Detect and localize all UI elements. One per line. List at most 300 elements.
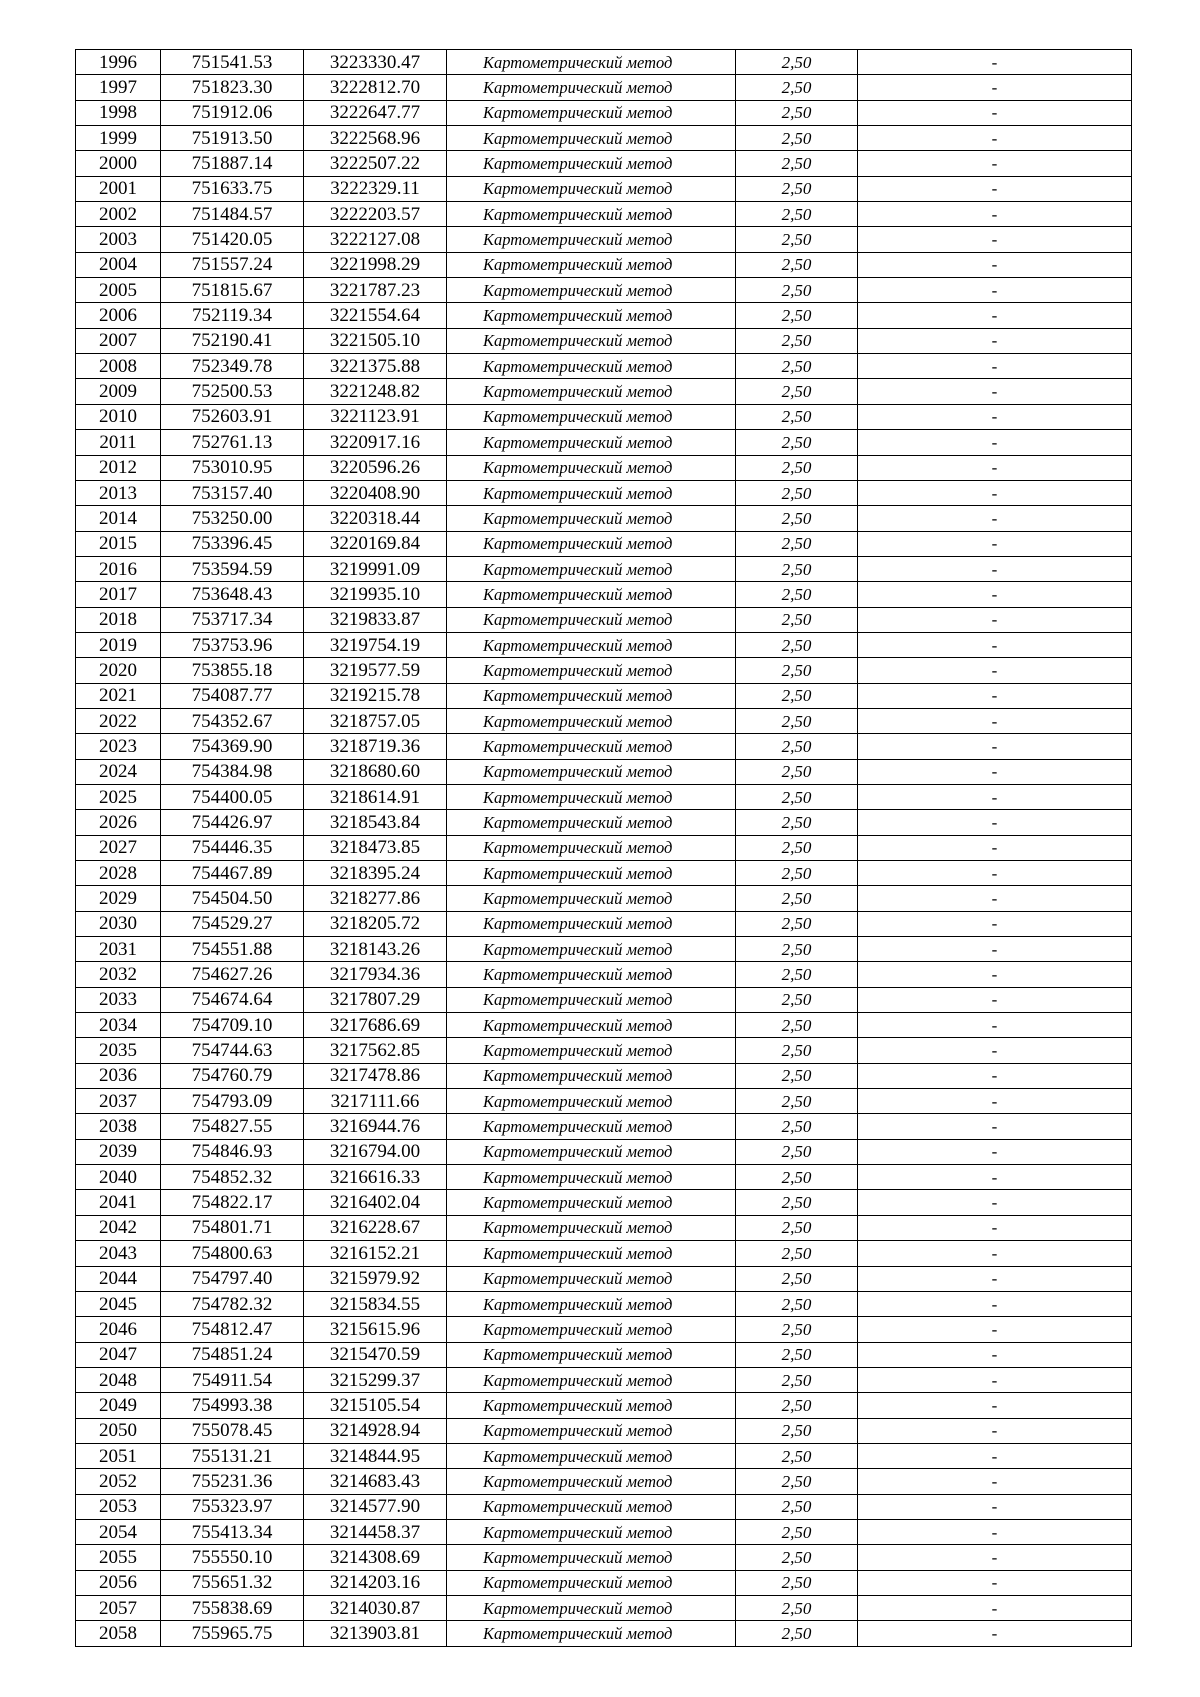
coordinate-x-cell: 752603.91 — [161, 404, 304, 429]
method-cell: Картометрический метод — [447, 354, 736, 379]
method-cell: Картометрический метод — [447, 227, 736, 252]
coordinate-x-cell: 755965.75 — [161, 1621, 304, 1646]
point-number-cell: 2005 — [76, 278, 161, 303]
method-cell: Картометрический метод — [447, 176, 736, 201]
accuracy-cell: 2,50 — [736, 126, 858, 151]
note-cell: - — [858, 202, 1132, 227]
coordinates-table — [75, 49, 1132, 1647]
coordinate-y-cell: 3216228.67 — [304, 1215, 447, 1240]
table-row — [76, 1570, 1132, 1595]
point-number-cell: 2016 — [76, 556, 161, 581]
point-number-cell: 2015 — [76, 531, 161, 556]
point-number-cell: 2043 — [76, 1241, 161, 1266]
coordinate-y-cell: 3216944.76 — [304, 1114, 447, 1139]
accuracy-cell: 2,50 — [736, 582, 858, 607]
coordinate-x-cell: 753753.96 — [161, 632, 304, 657]
method-cell: Картометрический метод — [447, 1494, 736, 1519]
coordinate-y-cell: 3220169.84 — [304, 531, 447, 556]
note-cell: - — [858, 1266, 1132, 1291]
method-cell: Картометрический метод — [447, 810, 736, 835]
table-row — [76, 379, 1132, 404]
coordinate-x-cell: 754504.50 — [161, 886, 304, 911]
coordinate-x-cell: 754627.26 — [161, 962, 304, 987]
method-cell: Картометрический метод — [447, 1114, 736, 1139]
point-number-cell: 2045 — [76, 1291, 161, 1316]
coordinate-y-cell: 3214458.37 — [304, 1519, 447, 1544]
coordinate-y-cell: 3222507.22 — [304, 151, 447, 176]
note-cell: - — [858, 556, 1132, 581]
method-cell: Картометрический метод — [447, 1418, 736, 1443]
note-cell: - — [858, 1013, 1132, 1038]
coordinate-x-cell: 754993.38 — [161, 1393, 304, 1418]
table-row — [76, 1418, 1132, 1443]
coordinate-y-cell: 3223330.47 — [304, 50, 447, 75]
accuracy-cell: 2,50 — [736, 50, 858, 75]
point-number-cell: 2033 — [76, 987, 161, 1012]
coordinate-y-cell: 3214577.90 — [304, 1494, 447, 1519]
coordinate-y-cell: 3221998.29 — [304, 252, 447, 277]
coordinate-y-cell: 3219935.10 — [304, 582, 447, 607]
coordinate-y-cell: 3222647.77 — [304, 100, 447, 125]
coordinate-y-cell: 3216402.04 — [304, 1190, 447, 1215]
coordinate-y-cell: 3217562.85 — [304, 1038, 447, 1063]
point-number-cell: 2013 — [76, 480, 161, 505]
note-cell: - — [858, 734, 1132, 759]
note-cell: - — [858, 1519, 1132, 1544]
point-number-cell: 1997 — [76, 75, 161, 100]
table-row — [76, 1393, 1132, 1418]
table-row — [76, 759, 1132, 784]
point-number-cell: 2014 — [76, 506, 161, 531]
method-cell: Картометрический метод — [447, 75, 736, 100]
accuracy-cell: 2,50 — [736, 1291, 858, 1316]
method-cell: Картометрический метод — [447, 1190, 736, 1215]
coordinate-y-cell: 3218205.72 — [304, 911, 447, 936]
point-number-cell: 2010 — [76, 404, 161, 429]
accuracy-cell: 2,50 — [736, 1418, 858, 1443]
method-cell: Картометрический метод — [447, 278, 736, 303]
note-cell: - — [858, 1494, 1132, 1519]
accuracy-cell: 2,50 — [736, 303, 858, 328]
table-row — [76, 582, 1132, 607]
point-number-cell: 2031 — [76, 937, 161, 962]
method-cell: Картометрический метод — [447, 1317, 736, 1342]
table-row — [76, 278, 1132, 303]
note-cell: - — [858, 126, 1132, 151]
note-cell: - — [858, 1443, 1132, 1468]
coordinate-x-cell: 754384.98 — [161, 759, 304, 784]
coordinate-x-cell: 754800.63 — [161, 1241, 304, 1266]
coordinate-y-cell: 3214203.16 — [304, 1570, 447, 1595]
table-row — [76, 632, 1132, 657]
method-cell: Картометрический метод — [447, 835, 736, 860]
accuracy-cell: 2,50 — [736, 987, 858, 1012]
note-cell: - — [858, 708, 1132, 733]
coordinate-x-cell: 753855.18 — [161, 658, 304, 683]
method-cell: Картометрический метод — [447, 1266, 736, 1291]
note-cell: - — [858, 1165, 1132, 1190]
coordinate-y-cell: 3214308.69 — [304, 1545, 447, 1570]
point-number-cell: 2023 — [76, 734, 161, 759]
coordinate-y-cell: 3218395.24 — [304, 861, 447, 886]
accuracy-cell: 2,50 — [736, 886, 858, 911]
table-row — [76, 1469, 1132, 1494]
coordinate-x-cell: 753594.59 — [161, 556, 304, 581]
method-cell: Картометрический метод — [447, 1165, 736, 1190]
point-number-cell: 2029 — [76, 886, 161, 911]
coordinate-x-cell: 754793.09 — [161, 1089, 304, 1114]
coordinate-y-cell: 3214928.94 — [304, 1418, 447, 1443]
point-number-cell: 2058 — [76, 1621, 161, 1646]
coordinate-x-cell: 752761.13 — [161, 430, 304, 455]
coordinate-x-cell: 754446.35 — [161, 835, 304, 860]
coordinate-x-cell: 755131.21 — [161, 1443, 304, 1468]
table-row — [76, 556, 1132, 581]
coordinate-x-cell: 751887.14 — [161, 151, 304, 176]
table-row — [76, 835, 1132, 860]
point-number-cell: 2053 — [76, 1494, 161, 1519]
coordinate-y-cell: 3214030.87 — [304, 1595, 447, 1620]
point-number-cell: 2054 — [76, 1519, 161, 1544]
coordinate-y-cell: 3218277.86 — [304, 886, 447, 911]
table-row — [76, 1089, 1132, 1114]
accuracy-cell: 2,50 — [736, 1393, 858, 1418]
coordinate-y-cell: 3213903.81 — [304, 1621, 447, 1646]
accuracy-cell: 2,50 — [736, 278, 858, 303]
note-cell: - — [858, 1114, 1132, 1139]
accuracy-cell: 2,50 — [736, 734, 858, 759]
note-cell: - — [858, 176, 1132, 201]
note-cell: - — [858, 531, 1132, 556]
accuracy-cell: 2,50 — [736, 861, 858, 886]
coordinate-x-cell: 755231.36 — [161, 1469, 304, 1494]
table-row — [76, 1215, 1132, 1240]
coordinate-y-cell: 3221123.91 — [304, 404, 447, 429]
method-cell: Картометрический метод — [447, 861, 736, 886]
method-cell: Картометрический метод — [447, 1241, 736, 1266]
coordinate-y-cell: 3221248.82 — [304, 379, 447, 404]
method-cell: Картометрический метод — [447, 911, 736, 936]
note-cell: - — [858, 987, 1132, 1012]
note-cell: - — [858, 455, 1132, 480]
note-cell: - — [858, 404, 1132, 429]
coordinate-y-cell: 3221375.88 — [304, 354, 447, 379]
coordinate-x-cell: 751912.06 — [161, 100, 304, 125]
table-row — [76, 202, 1132, 227]
coordinates-table-body — [76, 50, 1132, 1647]
note-cell: - — [858, 430, 1132, 455]
coordinate-y-cell: 3219991.09 — [304, 556, 447, 581]
coordinate-y-cell: 3220596.26 — [304, 455, 447, 480]
table-row — [76, 658, 1132, 683]
table-row — [76, 607, 1132, 632]
table-row — [76, 810, 1132, 835]
coordinate-x-cell: 755413.34 — [161, 1519, 304, 1544]
method-cell: Картометрический метод — [447, 100, 736, 125]
table-row — [76, 1545, 1132, 1570]
table-row — [76, 1190, 1132, 1215]
method-cell: Картометрический метод — [447, 404, 736, 429]
point-number-cell: 2002 — [76, 202, 161, 227]
coordinate-x-cell: 752500.53 — [161, 379, 304, 404]
method-cell: Картометрический метод — [447, 556, 736, 581]
table-row — [76, 1063, 1132, 1088]
coordinate-x-cell: 753396.45 — [161, 531, 304, 556]
point-number-cell: 2037 — [76, 1089, 161, 1114]
coordinate-y-cell: 3222329.11 — [304, 176, 447, 201]
note-cell: - — [858, 227, 1132, 252]
point-number-cell: 2039 — [76, 1139, 161, 1164]
point-number-cell: 1999 — [76, 126, 161, 151]
coordinate-y-cell: 3214683.43 — [304, 1469, 447, 1494]
point-number-cell: 2008 — [76, 354, 161, 379]
table-row — [76, 1317, 1132, 1342]
accuracy-cell: 2,50 — [736, 176, 858, 201]
point-number-cell: 2057 — [76, 1595, 161, 1620]
coordinate-x-cell: 754744.63 — [161, 1038, 304, 1063]
coordinate-x-cell: 753010.95 — [161, 455, 304, 480]
note-cell: - — [858, 784, 1132, 809]
table-row — [76, 176, 1132, 201]
point-number-cell: 2027 — [76, 835, 161, 860]
coordinate-y-cell: 3217478.86 — [304, 1063, 447, 1088]
point-number-cell: 2019 — [76, 632, 161, 657]
table-row — [76, 1595, 1132, 1620]
coordinate-x-cell: 754797.40 — [161, 1266, 304, 1291]
point-number-cell: 2004 — [76, 252, 161, 277]
point-number-cell: 2036 — [76, 1063, 161, 1088]
accuracy-cell: 2,50 — [736, 759, 858, 784]
point-number-cell: 2040 — [76, 1165, 161, 1190]
coordinate-y-cell: 3219577.59 — [304, 658, 447, 683]
coordinate-x-cell: 755651.32 — [161, 1570, 304, 1595]
coordinate-x-cell: 754846.93 — [161, 1139, 304, 1164]
table-row — [76, 683, 1132, 708]
accuracy-cell: 2,50 — [736, 1494, 858, 1519]
coordinate-x-cell: 752190.41 — [161, 328, 304, 353]
accuracy-cell: 2,50 — [736, 506, 858, 531]
method-cell: Картометрический метод — [447, 531, 736, 556]
note-cell: - — [858, 379, 1132, 404]
point-number-cell: 2035 — [76, 1038, 161, 1063]
coordinate-x-cell: 754709.10 — [161, 1013, 304, 1038]
accuracy-cell: 2,50 — [736, 1165, 858, 1190]
accuracy-cell: 2,50 — [736, 1215, 858, 1240]
coordinate-x-cell: 755838.69 — [161, 1595, 304, 1620]
method-cell: Картометрический метод — [447, 987, 736, 1012]
accuracy-cell: 2,50 — [736, 531, 858, 556]
accuracy-cell: 2,50 — [736, 1367, 858, 1392]
note-cell: - — [858, 1317, 1132, 1342]
accuracy-cell: 2,50 — [736, 354, 858, 379]
coordinate-y-cell: 3217934.36 — [304, 962, 447, 987]
table-row — [76, 1367, 1132, 1392]
point-number-cell: 2006 — [76, 303, 161, 328]
accuracy-cell: 2,50 — [736, 202, 858, 227]
method-cell: Картометрический метод — [447, 1570, 736, 1595]
table-row — [76, 962, 1132, 987]
coordinate-x-cell: 754674.64 — [161, 987, 304, 1012]
note-cell: - — [858, 1241, 1132, 1266]
coordinate-x-cell: 751815.67 — [161, 278, 304, 303]
table-row — [76, 531, 1132, 556]
method-cell: Картометрический метод — [447, 480, 736, 505]
point-number-cell: 2009 — [76, 379, 161, 404]
accuracy-cell: 2,50 — [736, 1114, 858, 1139]
table-row — [76, 911, 1132, 936]
note-cell: - — [858, 759, 1132, 784]
method-cell: Картометрический метод — [447, 632, 736, 657]
method-cell: Картометрический метод — [447, 1089, 736, 1114]
note-cell: - — [858, 1595, 1132, 1620]
point-number-cell: 2030 — [76, 911, 161, 936]
accuracy-cell: 2,50 — [736, 1469, 858, 1494]
table-row — [76, 784, 1132, 809]
method-cell: Картометрический метод — [447, 1443, 736, 1468]
coordinate-x-cell: 751633.75 — [161, 176, 304, 201]
table-row — [76, 1291, 1132, 1316]
accuracy-cell: 2,50 — [736, 404, 858, 429]
coordinate-x-cell: 755078.45 — [161, 1418, 304, 1443]
coordinate-x-cell: 754551.88 — [161, 937, 304, 962]
table-row — [76, 506, 1132, 531]
point-number-cell: 2011 — [76, 430, 161, 455]
point-number-cell: 2056 — [76, 1570, 161, 1595]
table-row — [76, 455, 1132, 480]
note-cell: - — [858, 810, 1132, 835]
coordinate-y-cell: 3214844.95 — [304, 1443, 447, 1468]
point-number-cell: 2020 — [76, 658, 161, 683]
coordinate-x-cell: 751913.50 — [161, 126, 304, 151]
note-cell: - — [858, 861, 1132, 886]
coordinate-x-cell: 751484.57 — [161, 202, 304, 227]
table-row — [76, 328, 1132, 353]
coordinate-y-cell: 3216152.21 — [304, 1241, 447, 1266]
coordinate-y-cell: 3218680.60 — [304, 759, 447, 784]
accuracy-cell: 2,50 — [736, 1139, 858, 1164]
coordinate-x-cell: 754467.89 — [161, 861, 304, 886]
accuracy-cell: 2,50 — [736, 1013, 858, 1038]
point-number-cell: 2025 — [76, 784, 161, 809]
method-cell: Картометрический метод — [447, 50, 736, 75]
note-cell: - — [858, 886, 1132, 911]
coordinate-x-cell: 753250.00 — [161, 506, 304, 531]
accuracy-cell: 2,50 — [736, 632, 858, 657]
accuracy-cell: 2,50 — [736, 607, 858, 632]
note-cell: - — [858, 278, 1132, 303]
method-cell: Картометрический метод — [447, 962, 736, 987]
note-cell: - — [858, 252, 1132, 277]
method-cell: Картометрический метод — [447, 1367, 736, 1392]
method-cell: Картометрический метод — [447, 1215, 736, 1240]
method-cell: Картометрический метод — [447, 506, 736, 531]
note-cell: - — [858, 1139, 1132, 1164]
accuracy-cell: 2,50 — [736, 1545, 858, 1570]
accuracy-cell: 2,50 — [736, 430, 858, 455]
method-cell: Картометрический метод — [447, 683, 736, 708]
table-row — [76, 1013, 1132, 1038]
accuracy-cell: 2,50 — [736, 151, 858, 176]
note-cell: - — [858, 835, 1132, 860]
note-cell: - — [858, 1418, 1132, 1443]
table-row — [76, 430, 1132, 455]
accuracy-cell: 2,50 — [736, 1317, 858, 1342]
coordinate-y-cell: 3218473.85 — [304, 835, 447, 860]
accuracy-cell: 2,50 — [736, 328, 858, 353]
table-row — [76, 1621, 1132, 1646]
note-cell: - — [858, 50, 1132, 75]
point-number-cell: 2042 — [76, 1215, 161, 1240]
coordinate-y-cell: 3218719.36 — [304, 734, 447, 759]
accuracy-cell: 2,50 — [736, 784, 858, 809]
coordinate-x-cell: 754827.55 — [161, 1114, 304, 1139]
point-number-cell: 2028 — [76, 861, 161, 886]
table-row — [76, 354, 1132, 379]
coordinate-y-cell: 3219754.19 — [304, 632, 447, 657]
accuracy-cell: 2,50 — [736, 810, 858, 835]
note-cell: - — [858, 632, 1132, 657]
table-row — [76, 1038, 1132, 1063]
accuracy-cell: 2,50 — [736, 1342, 858, 1367]
note-cell: - — [858, 1393, 1132, 1418]
method-cell: Картометрический метод — [447, 202, 736, 227]
point-number-cell: 2003 — [76, 227, 161, 252]
method-cell: Картометрический метод — [447, 252, 736, 277]
accuracy-cell: 2,50 — [736, 708, 858, 733]
point-number-cell: 2026 — [76, 810, 161, 835]
accuracy-cell: 2,50 — [736, 100, 858, 125]
note-cell: - — [858, 683, 1132, 708]
method-cell: Картометрический метод — [447, 734, 736, 759]
coordinate-x-cell: 753157.40 — [161, 480, 304, 505]
table-row — [76, 480, 1132, 505]
point-number-cell: 2001 — [76, 176, 161, 201]
note-cell: - — [858, 100, 1132, 125]
table-row — [76, 50, 1132, 75]
point-number-cell: 2050 — [76, 1418, 161, 1443]
coordinate-y-cell: 3221505.10 — [304, 328, 447, 353]
accuracy-cell: 2,50 — [736, 1266, 858, 1291]
method-cell: Картометрический метод — [447, 1469, 736, 1494]
note-cell: - — [858, 582, 1132, 607]
accuracy-cell: 2,50 — [736, 911, 858, 936]
note-cell: - — [858, 151, 1132, 176]
point-number-cell: 1996 — [76, 50, 161, 75]
table-row — [76, 227, 1132, 252]
note-cell: - — [858, 75, 1132, 100]
accuracy-cell: 2,50 — [736, 1063, 858, 1088]
coordinate-x-cell: 751823.30 — [161, 75, 304, 100]
point-number-cell: 2047 — [76, 1342, 161, 1367]
note-cell: - — [858, 911, 1132, 936]
coordinate-x-cell: 754352.67 — [161, 708, 304, 733]
coordinate-y-cell: 3217807.29 — [304, 987, 447, 1012]
note-cell: - — [858, 506, 1132, 531]
note-cell: - — [858, 1190, 1132, 1215]
method-cell: Картометрический метод — [447, 886, 736, 911]
coordinate-y-cell: 3215834.55 — [304, 1291, 447, 1316]
note-cell: - — [858, 607, 1132, 632]
accuracy-cell: 2,50 — [736, 1595, 858, 1620]
coordinate-x-cell: 753648.43 — [161, 582, 304, 607]
point-number-cell: 2038 — [76, 1114, 161, 1139]
point-number-cell: 2044 — [76, 1266, 161, 1291]
table-row — [76, 1266, 1132, 1291]
coordinate-x-cell: 754822.17 — [161, 1190, 304, 1215]
accuracy-cell: 2,50 — [736, 1089, 858, 1114]
coordinate-x-cell: 754782.32 — [161, 1291, 304, 1316]
table-row — [76, 1342, 1132, 1367]
